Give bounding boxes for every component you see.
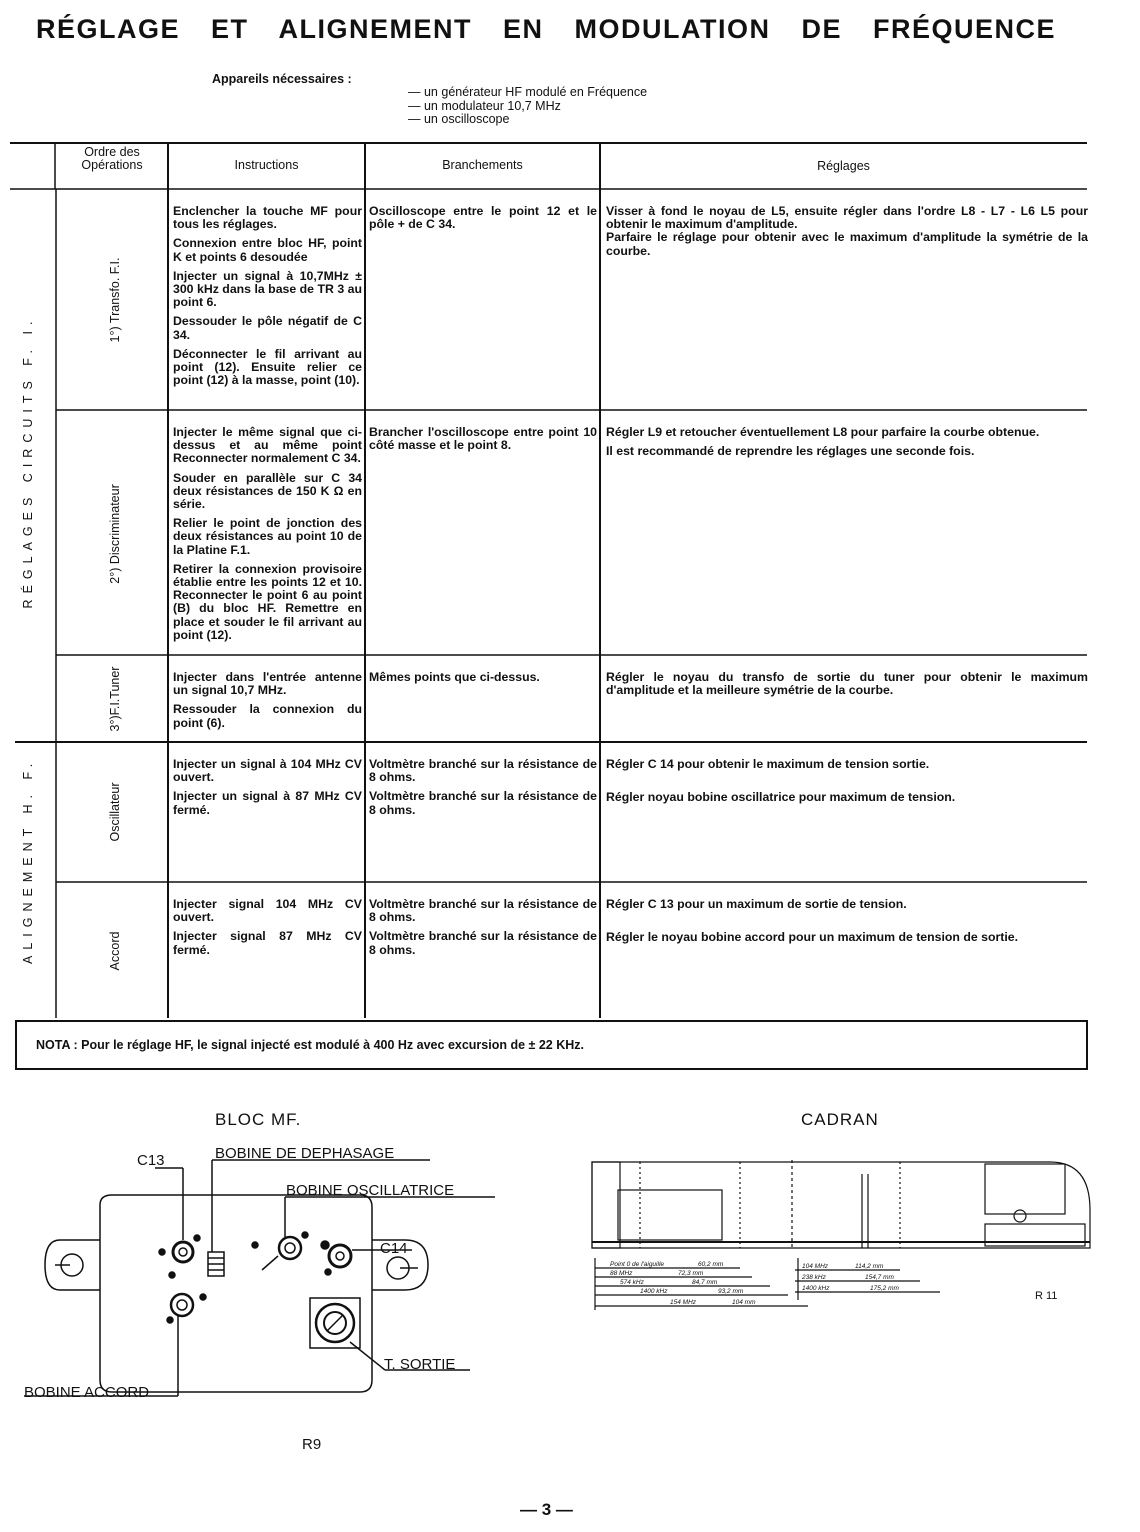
cadran-diagram — [580, 1150, 1100, 1320]
row1-adjustments: Visser à fond le noyau de L5, ensuite régler dans l'ordre L8 - L7 - L6 L5 pour obtenir le maximum d'amplitude. Parfaire le réglage pour obtenir avec le maximum d'amplitude la symétrie de la courbe. — [606, 204, 1088, 258]
page-number: — 3 — — [520, 1500, 573, 1519]
cadran-dim-3: 1400 kHz — [640, 1288, 668, 1295]
row4-instructions: Injecter un signal à 104 MHz CV ouvert. Injecter un signal à 87 MHz CV fermé. — [173, 757, 362, 817]
header-connections: Branchements — [442, 158, 523, 172]
row4-connections: Voltmètre branché sur la résistance de 8 ohms. Voltmètre branché sur la résistance de 8 ohms. — [369, 757, 597, 817]
row3-connections: Mêmes points que ci-dessus. — [369, 670, 540, 684]
bloc-mf-diagram — [0, 1100, 560, 1420]
cadran-dim-0: Point 0 de l'aiguille — [610, 1261, 664, 1268]
op-label-transfo: 1°) Transfo. F.I. — [108, 257, 122, 343]
row1-instructions: Enclencher la touche MF pour tous les réglages. Connexion entre bloc HF, point K et points 6 desoudée Injecter un signal à 10,7MHz ± 300 kHz dans la base de TR 3 au point 6. Dessouder le pôle négatif de C 34. Déconnecter le fil arrivant au point (12). Ensuite relier ce point (12) à la masse, point (10). — [173, 204, 362, 388]
nota-note: NOTA : Pour le réglage HF, le signal injecté est modulé à 400 Hz avec excursion de ± 22 KHz. — [36, 1038, 585, 1052]
cadran-dim-3-value: 93,2 mm — [718, 1288, 744, 1295]
op-label-fi-tuner: 3°)F.I.Tuner — [108, 666, 122, 732]
list-item: — un générateur HF modulé en Fréquence — [408, 86, 647, 100]
cadran-dim-0-value: 60,2 mm — [698, 1261, 724, 1268]
cadran-dim-6-value: 154,7 mm — [865, 1274, 894, 1281]
row1-connections: Oscilloscope entre le point 12 et le pôle + de C 34. — [369, 204, 597, 232]
cadran-dim-2: 574 kHz — [620, 1279, 644, 1286]
row2-instructions: Injecter le même signal que ci-dessus et au même point Reconnecter normalement C 34. Souder en parallèle sur C 34 deux résistances de 150 K Ω en série. Relier le point de jonction des deux résistances au point 10 de la Platine F.1. Retirer la connexion provisoire établie entre les points 12 et 10. Reconnecter le point 6 au point (B) du bloc HF. Remettre en place et souder le fil arrivant au point (12). — [173, 425, 362, 642]
requirements-label: Appareils nécessaires : — [212, 72, 352, 86]
cadran-dim-4-value: 104 mm — [732, 1299, 756, 1306]
page-title: RÉGLAGE ET ALIGNEMENT EN MODULATION DE FRÉQUENCE — [36, 14, 1057, 44]
label-c14: C14 — [380, 1240, 408, 1257]
cadran-dim-7-value: 175,2 mm — [870, 1285, 899, 1292]
label-oscillatrice: BOBINE OSCILLATRICE — [286, 1182, 455, 1199]
cadran-title: CADRAN — [801, 1110, 879, 1129]
cadran-dim-7: 1400 kHz — [802, 1285, 830, 1292]
cadran-dim-6: 238 kHz — [802, 1274, 826, 1281]
group-label-hf: ALIGNEMENT H. F. — [21, 757, 35, 964]
requirements-list — [408, 86, 647, 127]
ref-r11: R 11 — [1035, 1290, 1058, 1302]
op-label-discriminateur: 2°) Discriminateur — [108, 484, 122, 584]
row5-connections: Voltmètre branché sur la résistance de 8 ohms. Voltmètre branché sur la résistance de 8 ohms. — [369, 897, 597, 957]
cadran-dim-5-value: 114,2 mm — [855, 1263, 884, 1270]
row3-instructions: Injecter dans l'entrée antenne un signal 10,7 MHz. Ressouder la connexion du point (6). — [173, 670, 362, 730]
label-c13: C13 — [137, 1152, 165, 1169]
cadran-dim-4: 154 MHz — [670, 1299, 697, 1306]
list-item: — un oscilloscope — [408, 113, 647, 127]
cadran-dim-1-value: 72,3 mm — [678, 1270, 704, 1277]
label-dephasage: BOBINE DE DEPHASAGE — [215, 1145, 395, 1162]
row4-adjustments: Régler C 14 pour obtenir le maximum de tension sortie. Régler noyau bobine oscillatrice pour maximum de tension. — [606, 757, 956, 805]
group-label-fi: RÉGLAGES CIRCUITS F. I. — [21, 315, 35, 609]
header-order: Ordre des Opérations — [81, 145, 143, 172]
bloc-mf-title: BLOC MF. — [215, 1110, 302, 1129]
cadran-dim-5: 104 MHz — [802, 1263, 829, 1270]
ref-r9: R9 — [302, 1436, 322, 1453]
row5-adjustments: Régler C 13 pour un maximum de sortie de tension. Régler le noyau bobine accord pour un maximum de tension de sortie. — [606, 897, 1019, 945]
row3-adjustments: Régler le noyau du transfo de sortie du tuner pour obtenir le maximum d'amplitude et la meilleure symétrie de la courbe. — [606, 670, 1088, 698]
header-instructions: Instructions — [234, 158, 299, 172]
label-sortie: T. SORTIE — [384, 1356, 456, 1373]
cadran-dim-1: 88 MHz — [610, 1270, 633, 1277]
header-adjustments: Réglages — [817, 159, 870, 173]
cadran-dim-2-value: 84,7 mm — [692, 1279, 718, 1286]
row5-instructions: Injecter signal 104 MHz CV ouvert. Injecter signal 87 MHz CV fermé. — [173, 897, 362, 957]
op-label-oscillateur: Oscillateur — [108, 782, 122, 842]
list-item: — un modulateur 10,7 MHz — [408, 100, 647, 114]
row2-connections: Brancher l'oscilloscope entre point 10 côté masse et le point 8. — [369, 425, 597, 453]
op-label-accord: Accord — [108, 931, 122, 971]
row2-adjustments: Régler L9 et retoucher éventuellement L8 pour parfaire la courbe obtenue. Il est recommandé de reprendre les réglages une seconde fois. — [606, 425, 1040, 459]
label-accord: BOBINE ACCORD — [24, 1384, 150, 1401]
